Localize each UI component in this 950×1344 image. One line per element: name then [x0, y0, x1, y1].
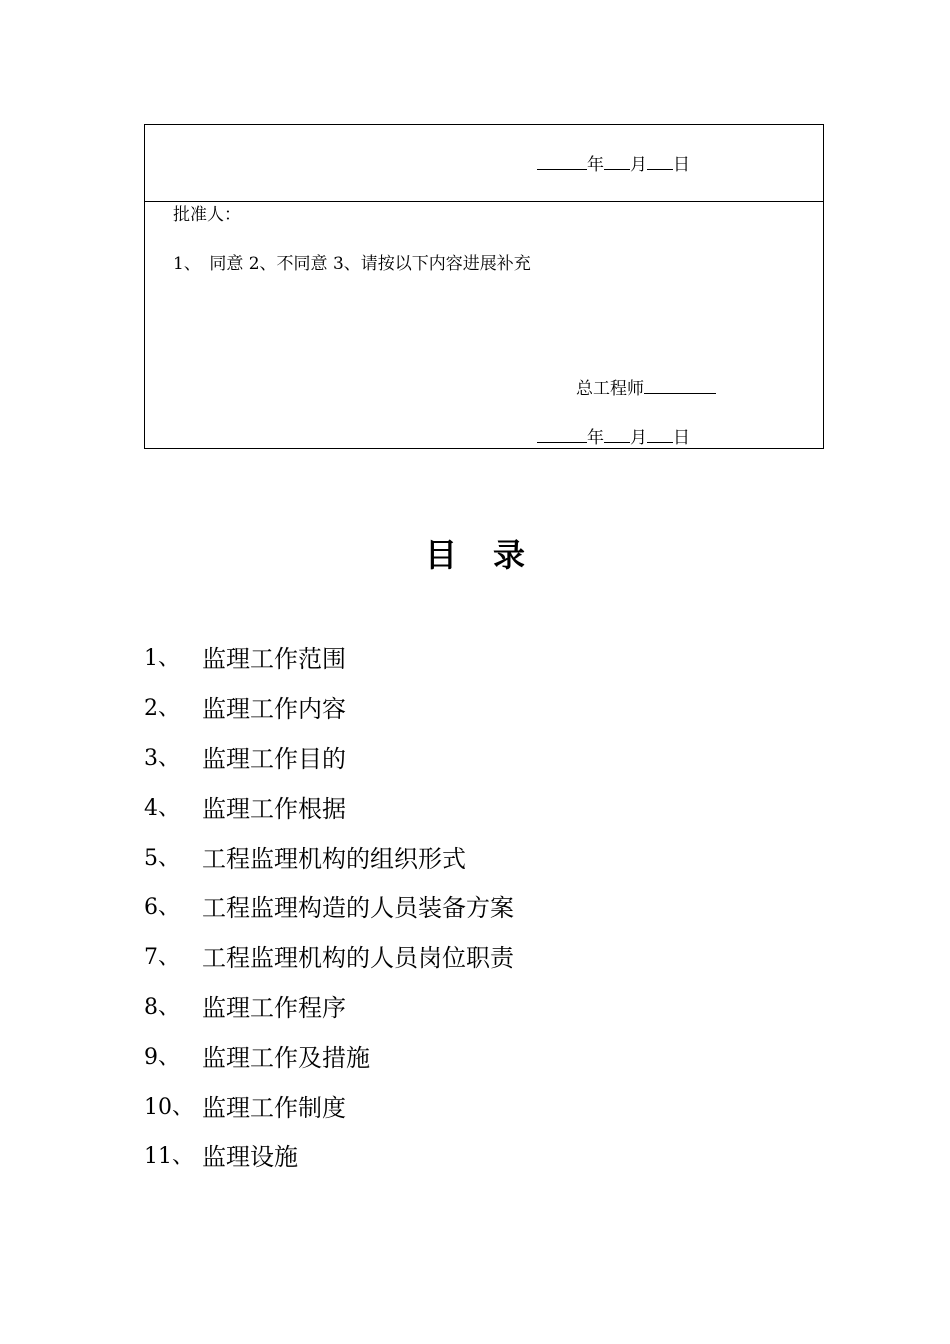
- year-label: 年: [587, 428, 604, 448]
- toc-item: [144, 781, 514, 831]
- toc-item-text: 监理工作及措施: [202, 1043, 370, 1072]
- day-label: 日: [673, 155, 690, 175]
- toc-item-text: 工程监理机构的人员岗位职责: [202, 944, 514, 973]
- year-blank: [537, 153, 587, 170]
- toc-item-text: 监理工作程序: [202, 993, 346, 1022]
- toc-item-number: 3、: [144, 745, 180, 771]
- toc-item: [144, 1080, 514, 1130]
- date-line: [537, 153, 690, 176]
- toc-title: 目录: [424, 536, 561, 574]
- approval-options: 1、 同意 2、不同意 3、请按以下内容进展补充: [173, 254, 531, 274]
- toc-item: [144, 931, 514, 981]
- month-label: 月: [630, 428, 647, 448]
- toc-item-number: 5、: [144, 845, 180, 871]
- toc-item-number: 2、: [144, 696, 180, 722]
- month-blank: [604, 426, 630, 443]
- toc-item-number: 9、: [144, 1044, 180, 1070]
- chief-engineer-label: 总工程师: [576, 379, 644, 399]
- toc-item: [144, 1130, 514, 1180]
- day-blank: [647, 426, 673, 443]
- form-row-date: [145, 125, 823, 202]
- toc-item-text: 工程监理机构的组织形式: [202, 844, 466, 873]
- toc-item: [144, 632, 514, 682]
- toc-list: [144, 632, 514, 1180]
- year-label: 年: [587, 155, 604, 175]
- toc-item: [144, 881, 514, 931]
- approval-form-table: [144, 124, 824, 449]
- toc-item-text: 监理工作制度: [202, 1093, 346, 1122]
- toc-item-text: 监理工作内容: [202, 695, 346, 724]
- toc-item-number: 8、: [144, 994, 180, 1020]
- month-blank: [604, 153, 630, 170]
- toc-item: [144, 1030, 514, 1080]
- toc-item-number: 4、: [144, 795, 180, 821]
- signature-blank: [644, 377, 716, 394]
- year-blank: [537, 426, 587, 443]
- day-label: 日: [673, 428, 690, 448]
- toc-item-text: 工程监理构造的人员装备方案: [202, 894, 514, 923]
- toc-item-text: 监理工作根据: [202, 794, 346, 823]
- month-label: 月: [630, 155, 647, 175]
- toc-item: [144, 732, 514, 782]
- toc-item-number: 7、: [144, 945, 180, 971]
- toc-item-number: 6、: [144, 895, 180, 921]
- approval-date-line: [537, 426, 690, 449]
- toc-item: [144, 682, 514, 732]
- toc-item-text: 监理工作范围: [202, 645, 346, 674]
- toc-item-text: 监理工作目的: [202, 744, 346, 773]
- chief-engineer-signature: [576, 377, 716, 400]
- approver-label: 批准人：: [173, 205, 241, 225]
- toc-item-number: 11、: [144, 1144, 194, 1170]
- toc-item: [144, 831, 514, 881]
- toc-item-number: 10、: [144, 1094, 194, 1120]
- toc-item-number: 1、: [144, 646, 180, 672]
- day-blank: [647, 153, 673, 170]
- toc-item-text: 监理设施: [202, 1143, 298, 1172]
- toc-item: [144, 981, 514, 1031]
